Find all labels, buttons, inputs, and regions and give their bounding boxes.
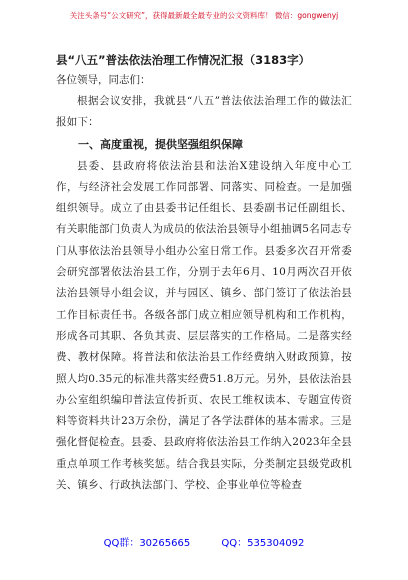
footer-contacts [0,534,408,549]
intro-paragraph: 根据会议安排，我就县“八五”普法依法治理工作的做法汇报如下： [56,95,352,129]
qq-contact-link[interactable]: QQ：535304092 [221,538,305,549]
section-heading: 一、高度重视，提供坚强组织保障 [78,137,243,151]
section-body-paragraph: 县委、县政府将依法治县和法治X建设纳入年度中心工作，与经济社会发展工作同部署、同落实、同检查。一是加强组织领导。成立了由县委书记任组长、县委副书记任副组长、有关职能部门负责人为成员的依法治县领导小组抽调5名同志专门从事依法治县领导小组办公室日常工作。县委多次召开常委会研究部署依法治县工作，分别于去年6月、10月两次召开依法治县领导小组会议，并与园区、镇乡、部门签订了依法治县工作目标责任书。各级各部门成立相应领导机构和工作机构，形成各司其职、各负其责、层层落实的工作格局。二是落实经费、教材保障。将普法和依法治县工作经费纳入财政预算，按照人均0.35元的标准共落实经费51.8万元。另外，县依法治县办公室组织编印普法宣传折页、农民工维权读本、专题宣传资料等资料共计23万余份，满足了各学法群体的基本需求。三是强化督促检查。县委、县政府将依法治县工作纳入2023年全县重点单项工作考核奖惩。结合我县实际，分类制定县级党政机关、镇乡、行政执法部门、学校、企事业单位等检查 [56,159,352,492]
header-banner: 关注头条号“公文研究”，获得最新最全最专业的公文资料库！ 微信：gongwenyj [69,11,339,20]
qq-group-link[interactable]: QQ群：30265665 [103,538,191,549]
salutation: 各位领导，同志们： [56,74,151,86]
document-title: 县“八五”普法依法治理工作情况汇报（3183字） [56,53,311,67]
document-page [56,50,352,496]
